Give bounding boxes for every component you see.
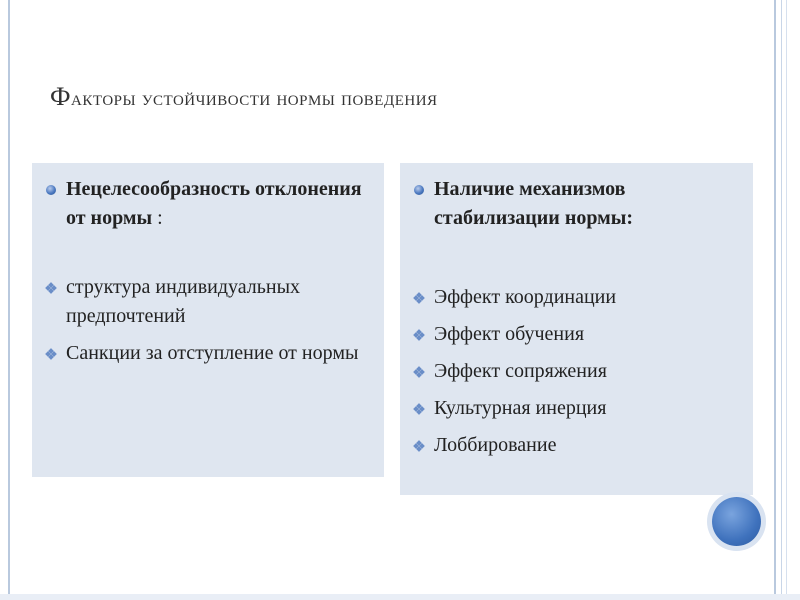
frame-left-line: [8, 0, 10, 600]
left-heading: [66, 175, 374, 233]
diamond-bullet-icon: [414, 293, 424, 303]
decorative-circle-icon: [712, 497, 761, 546]
diamond-bullet-icon: [414, 367, 424, 377]
list-item: [36, 339, 374, 368]
left-heading-bold: Нецелесообразность отклонения от нормы: [66, 178, 362, 229]
list-item: [404, 283, 743, 312]
list-item-text: Культурная инерция: [434, 397, 607, 419]
frame-right-line-3: [786, 0, 787, 600]
list-item-text: Лоббирование: [434, 434, 557, 456]
diamond-bullet-icon: [414, 330, 424, 340]
list-item-text: Эффект координации: [434, 286, 617, 308]
round-bullet-icon: [414, 185, 424, 195]
list-item-text: Эффект обучения: [434, 323, 585, 345]
list-item-text: структура индивидуальных предпочтений: [66, 276, 301, 327]
title-rest: акторы устойчивости нормы поведения: [71, 86, 438, 110]
left-heading-suffix: :: [152, 207, 163, 229]
diamond-bullet-icon: [46, 283, 56, 293]
frame-bottom-band: [0, 594, 800, 600]
list-item: [404, 320, 743, 349]
right-heading-item: [404, 175, 743, 233]
list-item: [404, 357, 743, 386]
frame-right-line-2: [781, 0, 782, 600]
list-item: [36, 273, 374, 331]
slide-title: [50, 82, 438, 112]
frame-right-line: [774, 0, 776, 600]
diamond-bullet-icon: [414, 404, 424, 414]
left-panel: [32, 163, 384, 477]
list-item-text: Санкции за отступление от нормы: [66, 342, 359, 364]
list-item: [404, 394, 743, 423]
right-panel: [400, 163, 753, 495]
right-heading: Наличие механизмов стабилизации нормы:: [434, 178, 634, 229]
diamond-bullet-icon: [46, 349, 56, 359]
round-bullet-icon: [46, 185, 56, 195]
diamond-bullet-icon: [414, 441, 424, 451]
left-heading-item: [36, 175, 374, 233]
list-item-text: Эффект сопряжения: [434, 360, 607, 382]
list-item: [404, 431, 743, 460]
title-first-letter: Ф: [50, 82, 72, 111]
